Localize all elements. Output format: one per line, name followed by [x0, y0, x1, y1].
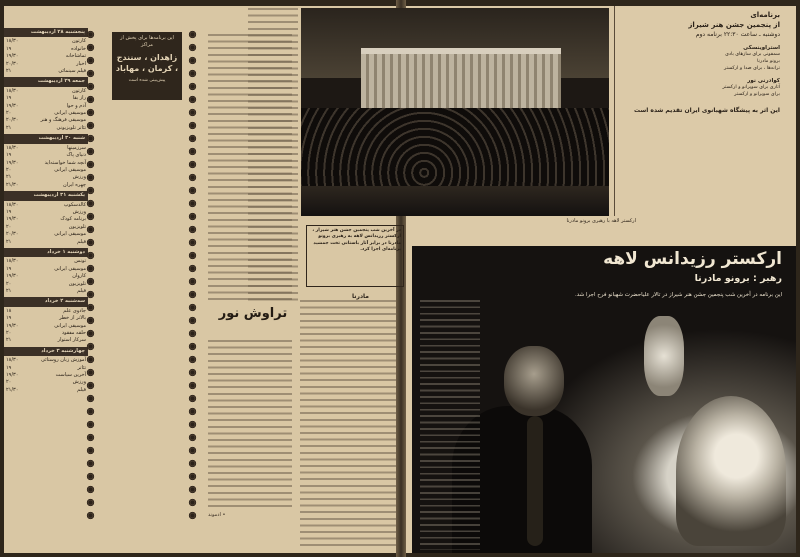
schedule-time: ۱۹ — [6, 208, 12, 215]
flower-ornament-icon — [188, 199, 197, 208]
flower-ornament-icon — [188, 420, 197, 429]
program-item-2: برونو مادرنا — [757, 59, 780, 64]
schedule-title: دنیای پاک — [66, 152, 86, 159]
schedule-time: ۱۹ — [6, 364, 12, 371]
schedule-time: ۲۰ — [6, 110, 12, 117]
flower-ornament-icon — [86, 485, 95, 494]
schedule-title: تئاتر — [77, 364, 86, 371]
flower-ornament-icon — [86, 433, 95, 442]
flower-ornament-icon — [188, 316, 197, 325]
flower-ornament-icon — [86, 381, 95, 390]
flower-ornament-icon — [86, 95, 95, 104]
schedule-time: ۱۹ — [6, 315, 12, 322]
schedule-time: ۲۰ — [6, 379, 12, 386]
flower-ornament-icon — [86, 69, 95, 78]
flower-ornament-icon — [188, 433, 197, 442]
flower-ornament-icon — [188, 147, 197, 156]
schedule-row — [4, 330, 88, 337]
flower-ornament-icon — [188, 446, 197, 455]
schedule-day-header: دوشنبه ۱ خرداد — [4, 248, 88, 257]
program-item-1: سمفونی برای سازهای بادی — [725, 52, 780, 57]
schedule-title: ورزش — [72, 208, 86, 215]
tv-schedule — [4, 26, 88, 544]
flower-ornament-icon — [188, 368, 197, 377]
schedule-row — [4, 231, 88, 238]
schedule-title: خانواده — [71, 45, 86, 52]
schedule-title: موسیقی ایرانی — [54, 166, 86, 173]
flower-ornament-icon — [188, 277, 197, 286]
headline-block — [542, 248, 782, 299]
schedule-time: ۲۱ — [6, 238, 12, 245]
program-item-4: آثاری برای سوپرانو و ارکستر — [722, 85, 780, 90]
flower-ornament-icon — [86, 394, 95, 403]
schedule-title: موسیقی فرهنگ و هنر — [40, 117, 86, 124]
article-column-3 — [300, 300, 396, 546]
flower-ornament-icon — [188, 342, 197, 351]
schedule-time: ۱۹/۳۰ — [6, 102, 19, 109]
flower-ornament-icon — [86, 30, 95, 39]
schedule-title: تلویزیون — [68, 223, 86, 230]
schedule-title: کالدسکوپ — [63, 201, 86, 208]
flower-ornament-icon — [86, 277, 95, 286]
flower-ornament-icon — [86, 186, 95, 195]
flower-ornament-icon — [86, 329, 95, 338]
flower-ornament-icon — [188, 381, 197, 390]
schedule-row — [4, 145, 88, 152]
flower-ornament-icon — [188, 303, 197, 312]
schedule-time: ۲۰/۳۰ — [6, 231, 19, 238]
schedule-title: آدم و حوا — [66, 102, 86, 109]
schedule-title: آخرین سیاست — [55, 372, 86, 379]
schedule-title: تماشاخانه — [65, 53, 86, 60]
article-footer: • ادموند — [208, 512, 226, 518]
schedule-title: برنامه کودک — [60, 216, 86, 223]
schedule-title: فیلم — [77, 288, 86, 294]
article-column-1b — [208, 340, 292, 508]
schedule-time: ۱۸/۳۰ — [6, 38, 19, 45]
ornamental-border — [86, 30, 198, 530]
schedule-row — [4, 38, 88, 45]
schedule-title: ورزش — [72, 379, 86, 386]
flower-ornament-icon — [188, 264, 197, 273]
program-section-2: کوادرنی نور — [747, 78, 780, 84]
schedule-title: فیلم — [77, 386, 86, 393]
schedule-row — [4, 315, 88, 322]
flower-ornament-icon — [188, 186, 197, 195]
flower-ornament-icon — [86, 264, 95, 273]
flower-ornament-icon — [188, 459, 197, 468]
schedule-title: موسیقی ایرانی — [54, 322, 86, 329]
schedule-time: ۱۸/۳۰ — [6, 258, 19, 265]
program-line-3: دوشنبه ـ ساعت ۲۲:۳۰ برنامه دوم — [695, 31, 780, 38]
schedule-row — [4, 216, 88, 223]
schedule-row — [4, 117, 88, 124]
schedule-row — [4, 167, 88, 174]
schedule-title: موسیقی ایرانی — [54, 265, 86, 272]
flower-ornament-icon — [86, 407, 95, 416]
schedule-title: چهره ایران — [63, 181, 86, 188]
flower-ornament-icon — [188, 160, 197, 169]
flower-ornament-icon — [86, 82, 95, 91]
schedule-row — [4, 281, 88, 288]
flower-ornament-icon — [86, 199, 95, 208]
schedule-row — [4, 365, 88, 372]
schedule-time: ۱۹/۳۰ — [6, 322, 19, 329]
flower-ornament-icon — [86, 251, 95, 260]
schedule-time: ۱۹/۳۰ — [6, 273, 19, 280]
flower-ornament-icon — [86, 108, 95, 117]
schedule-title: کارتون — [72, 87, 86, 94]
orchestra-photo-caption: ارکستر لاهه با رهبری برونو مادرنا — [566, 218, 636, 224]
schedule-title: اخبار — [76, 60, 86, 67]
program-footer: این اثر به پیشگاه شهبانوی ایران تقدیم شده است — [634, 107, 780, 114]
flower-ornament-icon — [86, 355, 95, 364]
soprano-singer — [676, 396, 786, 546]
flower-ornament-icon — [188, 121, 197, 130]
schedule-row — [4, 152, 88, 159]
schedule-time: ۱۸/۳۰ — [6, 87, 19, 94]
flower-ornament-icon — [86, 368, 95, 377]
schedule-day-header: جمعه ۲۹ اردیبهشت — [4, 77, 88, 86]
program-box — [614, 6, 786, 216]
schedule-title: راز بقا — [72, 95, 86, 102]
schedule-title: تئاتر تلویزیونی — [56, 124, 86, 131]
schedule-title: سرکار استوار — [57, 337, 86, 344]
schedule-title: کارتون — [72, 38, 86, 45]
schedule-title: فیلم سینمائی — [58, 68, 86, 75]
flower-ornament-icon — [86, 238, 95, 247]
microphone — [527, 416, 543, 546]
schedule-time: ۱۹ — [6, 265, 12, 272]
flower-ornament-icon — [86, 303, 95, 312]
schedule-title: ورزش — [72, 174, 86, 181]
schedule-title: موسیقی ایرانی — [54, 231, 86, 238]
flower-ornament-icon — [188, 108, 197, 117]
schedule-time: ۲۱ — [6, 174, 12, 181]
schedule-time: ۲۰ — [6, 330, 12, 337]
schedule-time: ۱۹ — [6, 95, 12, 102]
schedule-time: ۱۹/۳۰ — [6, 159, 19, 166]
flower-ornament-icon — [188, 43, 197, 52]
schedule-row — [4, 61, 88, 68]
program-line-2: از پنجمین جشن هنر شیراز — [688, 21, 780, 29]
schedule-row — [4, 224, 88, 231]
flower-ornament-icon — [188, 95, 197, 104]
flower-ornament-icon — [86, 43, 95, 52]
schedule-title: جادوی علم — [63, 307, 86, 314]
flower-ornament-icon — [86, 472, 95, 481]
schedule-row — [4, 357, 88, 364]
schedule-row — [4, 323, 88, 330]
schedule-row — [4, 174, 88, 181]
orchestra-photo — [301, 8, 609, 216]
flower-ornament-icon — [188, 329, 197, 338]
flower-ornament-icon — [188, 394, 197, 403]
article-title: تراوش نور — [218, 306, 288, 321]
schedule-title: آنچه شما خواسته‌اید — [44, 159, 86, 166]
schedule-day-header: چهارشنبه ۳ خرداد — [4, 347, 88, 356]
schedule-time: ۱۹ — [6, 45, 12, 52]
schedule-time: ۲۱/۳۰ — [6, 181, 19, 188]
schedule-time: ۱۹/۳۰ — [6, 216, 19, 223]
schedule-time: ۱۸/۳۰ — [6, 201, 19, 208]
schedule-title: آموزش زبان روستائی — [41, 357, 86, 364]
schedule-row — [4, 182, 88, 189]
cities-intro: این برنامه‌ها برای پخش از مراکز — [120, 35, 174, 48]
schedule-row — [4, 273, 88, 280]
flower-ornament-icon — [188, 290, 197, 299]
flower-ornament-icon — [86, 160, 95, 169]
flower-ornament-icon — [188, 498, 197, 507]
schedule-row — [4, 239, 88, 246]
schedule-row — [4, 68, 88, 75]
schedule-day-header: شنبه ۳۰ اردیبهشت — [4, 134, 88, 143]
flower-ornament-icon — [86, 316, 95, 325]
flower-ornament-icon — [86, 446, 95, 455]
broadcast-cities-box — [112, 32, 182, 100]
flower-ornament-icon — [86, 420, 95, 429]
flower-ornament-icon — [86, 56, 95, 65]
intro-box: در آخرین شب پنجمین جشن هنر شیراز ، ارکستر رزیدانس لاهه به رهبری برونو مادرنا در برابر آثار باستانی تخت جمشید برنامه‌ای اجرا کرد. — [306, 225, 404, 287]
program-line-1: برنامه‌ای — [750, 11, 780, 19]
schedule-row — [4, 46, 88, 53]
schedule-time: ۲۰ — [6, 280, 12, 287]
schedule-time: ۱۸ — [6, 307, 12, 314]
conductor-head — [504, 346, 564, 416]
schedule-day-header: یکشنبه ۳۱ اردیبهشت — [4, 191, 88, 200]
flower-ornament-icon — [188, 355, 197, 364]
flower-ornament-icon — [188, 30, 197, 39]
schedule-time: ۲۰ — [6, 166, 12, 173]
schedule-time: ۲۱ — [6, 124, 12, 131]
flower-ornament-icon — [86, 459, 95, 468]
schedule-row — [4, 266, 88, 273]
headline-title: ارکستر رزیدانس لاهه — [603, 249, 782, 269]
schedule-row — [4, 308, 88, 315]
madrna-subheading: مادرنا — [352, 293, 370, 300]
schedule-title: تلویزیون — [68, 280, 86, 287]
schedule-time: ۲۰ — [6, 223, 12, 230]
flower-ornament-icon — [188, 134, 197, 143]
conductor-hands — [644, 316, 684, 396]
flower-ornament-icon — [188, 472, 197, 481]
schedule-time: ۲۱ — [6, 288, 12, 294]
schedule-day-header: پنجشنبه ۲۸ اردیبهشت — [4, 28, 88, 37]
flower-ornament-icon — [188, 56, 197, 65]
schedule-row — [4, 160, 88, 167]
schedule-row — [4, 53, 88, 60]
schedule-time: ۲۰/۳۰ — [6, 60, 19, 67]
schedule-time: ۲۰/۳۰ — [6, 117, 19, 124]
schedule-row — [4, 372, 88, 379]
article-column-right — [420, 300, 480, 550]
schedule-time: ۱۹ — [6, 152, 12, 159]
flower-ornament-icon — [86, 225, 95, 234]
schedule-title: حلقه مفقود — [61, 330, 86, 337]
flower-ornament-icon — [86, 147, 95, 156]
flower-ornament-icon — [86, 173, 95, 182]
flower-ornament-icon — [188, 173, 197, 182]
flower-ornament-icon — [188, 238, 197, 247]
program-item-3: ترانه‌ها ، برای صدا و ارکستر — [723, 66, 780, 71]
schedule-title: تونس — [74, 258, 86, 265]
flower-ornament-icon — [188, 82, 197, 91]
cities-note: پیش‌بینی شده است — [128, 78, 166, 83]
flower-ornament-icon — [86, 342, 95, 351]
schedule-time: ۱۸/۳۰ — [6, 357, 19, 364]
schedule-time: ۱۹/۳۰ — [6, 372, 19, 379]
schedule-title: کاروان — [72, 273, 86, 280]
schedule-time: ۲۱ — [6, 337, 12, 344]
schedule-row — [4, 125, 88, 132]
schedule-time: ۲۱/۳۰ — [6, 386, 19, 393]
schedule-row — [4, 288, 88, 295]
schedule-title: موسیقی ایرانی — [54, 110, 86, 117]
program-item-5: برای سوپرانو و ارکستر — [734, 92, 780, 97]
flower-ornament-icon — [86, 134, 95, 143]
flower-ornament-icon — [86, 498, 95, 507]
schedule-day-header: سه‌شنبه ۲ خرداد — [4, 297, 88, 306]
article-column-2 — [248, 8, 298, 304]
schedule-row — [4, 103, 88, 110]
flower-ornament-icon — [86, 121, 95, 130]
schedule-row — [4, 202, 88, 209]
schedule-row — [4, 88, 88, 95]
schedule-row — [4, 337, 88, 344]
flower-ornament-icon — [188, 251, 197, 260]
flower-ornament-icon — [86, 290, 95, 299]
flower-ornament-icon — [86, 212, 95, 221]
headline-leader: رهبر : برونو مادرنا — [694, 273, 782, 284]
flower-ornament-icon — [188, 485, 197, 494]
schedule-row — [4, 258, 88, 265]
flower-ornament-icon — [188, 225, 197, 234]
program-section-1: استراوینسکی — [743, 45, 780, 51]
schedule-title: بالاتر از خطر — [59, 315, 86, 322]
schedule-time: ۱۸/۳۰ — [6, 144, 19, 151]
flower-ornament-icon — [188, 407, 197, 416]
schedule-title: فیلم — [77, 238, 86, 245]
flower-ornament-icon — [86, 511, 95, 520]
cities-list: زاهدان ، سنندج ، کرمان ، مهاباد — [115, 53, 179, 73]
schedule-row — [4, 387, 88, 394]
schedule-row — [4, 95, 88, 102]
flower-ornament-icon — [188, 69, 197, 78]
schedule-time: ۲۱ — [6, 68, 12, 75]
schedule-title: سرزمینها — [67, 144, 86, 151]
flower-ornament-icon — [188, 511, 197, 520]
schedule-time: ۱۹/۳۰ — [6, 53, 19, 60]
schedule-row — [4, 379, 88, 386]
headline-dek: این برنامه در آخرین شب پنجمین جشن هنر شیراز در تالار علیاحضرت شهبانو فرح اجرا شد. — [575, 292, 782, 298]
flower-ornament-icon — [188, 212, 197, 221]
